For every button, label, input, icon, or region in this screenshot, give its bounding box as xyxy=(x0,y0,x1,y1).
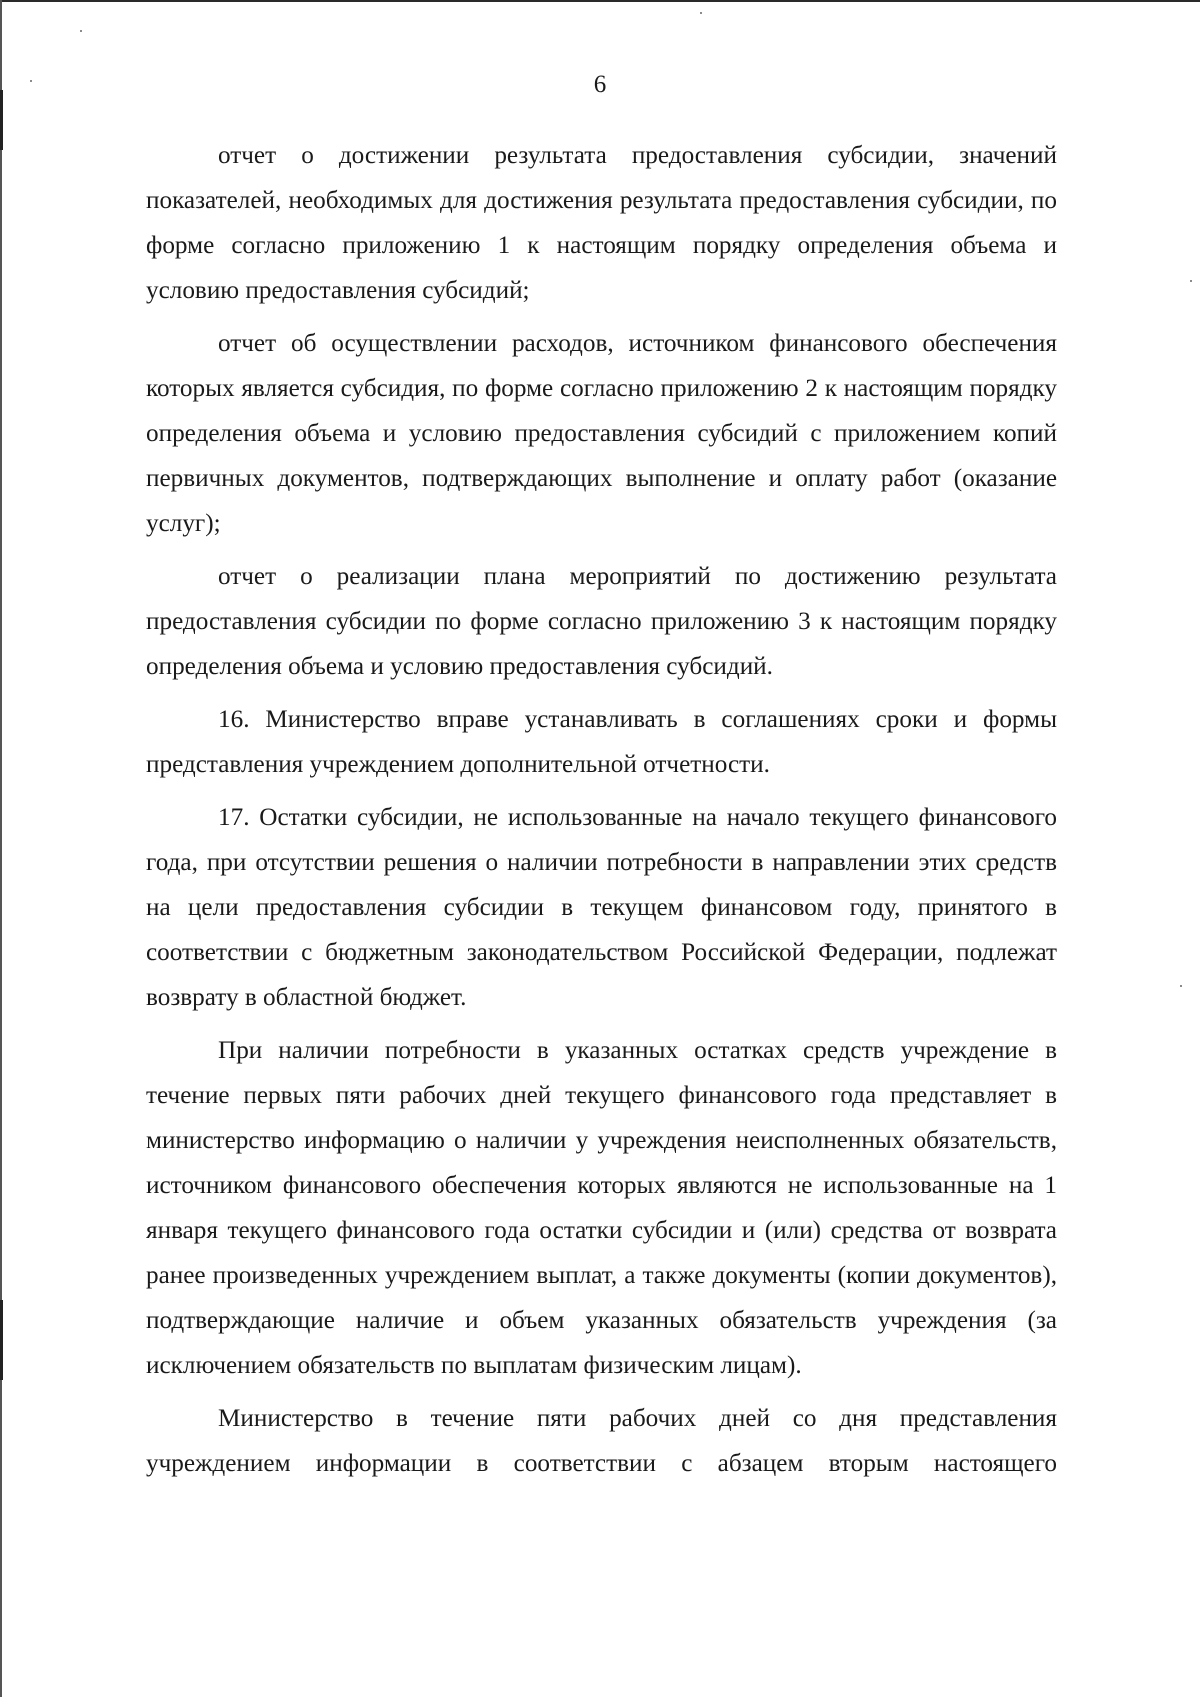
scan-edge-mark xyxy=(0,1300,3,1380)
paragraph-report-plan: отчет о реализации плана мероприятий по достижению результата предоставления субсидии по форме согласно приложению 3 к настоящим порядку определения объема и условию предоставления субсидий. xyxy=(146,563,1057,680)
document-body xyxy=(146,133,1057,1494)
paragraph-17: 17. Остатки субсидии, не использованные на начало текущего финансового года, при отсутствии решения о наличии потребности в направлении этих средств на цели предоставления субсидии в текущем финансовом году, принятого в соответствии с бюджетным законодательством Российской Федерации, подлежат возврату в областной бюджет. xyxy=(146,804,1057,1011)
scan-top-edge xyxy=(0,0,1200,2)
paragraph-16: 16. Министерство вправе устанавливать в соглашениях сроки и формы представления учреждением дополнительной отчетности. xyxy=(146,706,1057,778)
scan-speck xyxy=(1190,280,1192,282)
scan-speck xyxy=(1180,985,1182,987)
page-number: 6 xyxy=(593,71,607,98)
paragraph-17-need: При наличии потребности в указанных остатках средств учреждение в течение первых пяти рабочих дней текущего финансового года представляет в министерство информацию о наличии у учреждения неисполненных обязательств, источником финансового обеспечения которых являются не использованные на 1 января текущего финансового года остатки субсидии и (или) средства от возврата ранее произведенных учреждением выплат, а также документы (копии документов), подтверждающие наличие и объем указанных обязательств учреждения (за исключением обязательств по выплатам физическим лицам). xyxy=(146,1037,1057,1379)
scan-speck xyxy=(700,12,702,14)
paragraph-report-expenses: отчет об осуществлении расходов, источником финансового обеспечения которых является субсидия, по форме согласно приложению 2 к настоящим порядку определения объема и условию предоставления субсидий с приложением копий первичных документов, подтверждающих выполнение и оплату работ (оказание услуг); xyxy=(146,330,1057,537)
scan-left-edge xyxy=(0,0,2,1697)
scan-speck xyxy=(80,30,82,32)
paragraph-report-result: отчет о достижении результата предоставления субсидии, значений показателей, необходимых для достижения результата предоставления субсидии, по форме согласно приложению 1 к настоящим порядку определения объема и условию предоставления субсидий; xyxy=(146,142,1057,304)
paragraph-17-ministry: Министерство в течение пяти рабочих дней со дня представления учреждением информации в соответствии с абзацем вторым настоящего xyxy=(146,1405,1057,1477)
